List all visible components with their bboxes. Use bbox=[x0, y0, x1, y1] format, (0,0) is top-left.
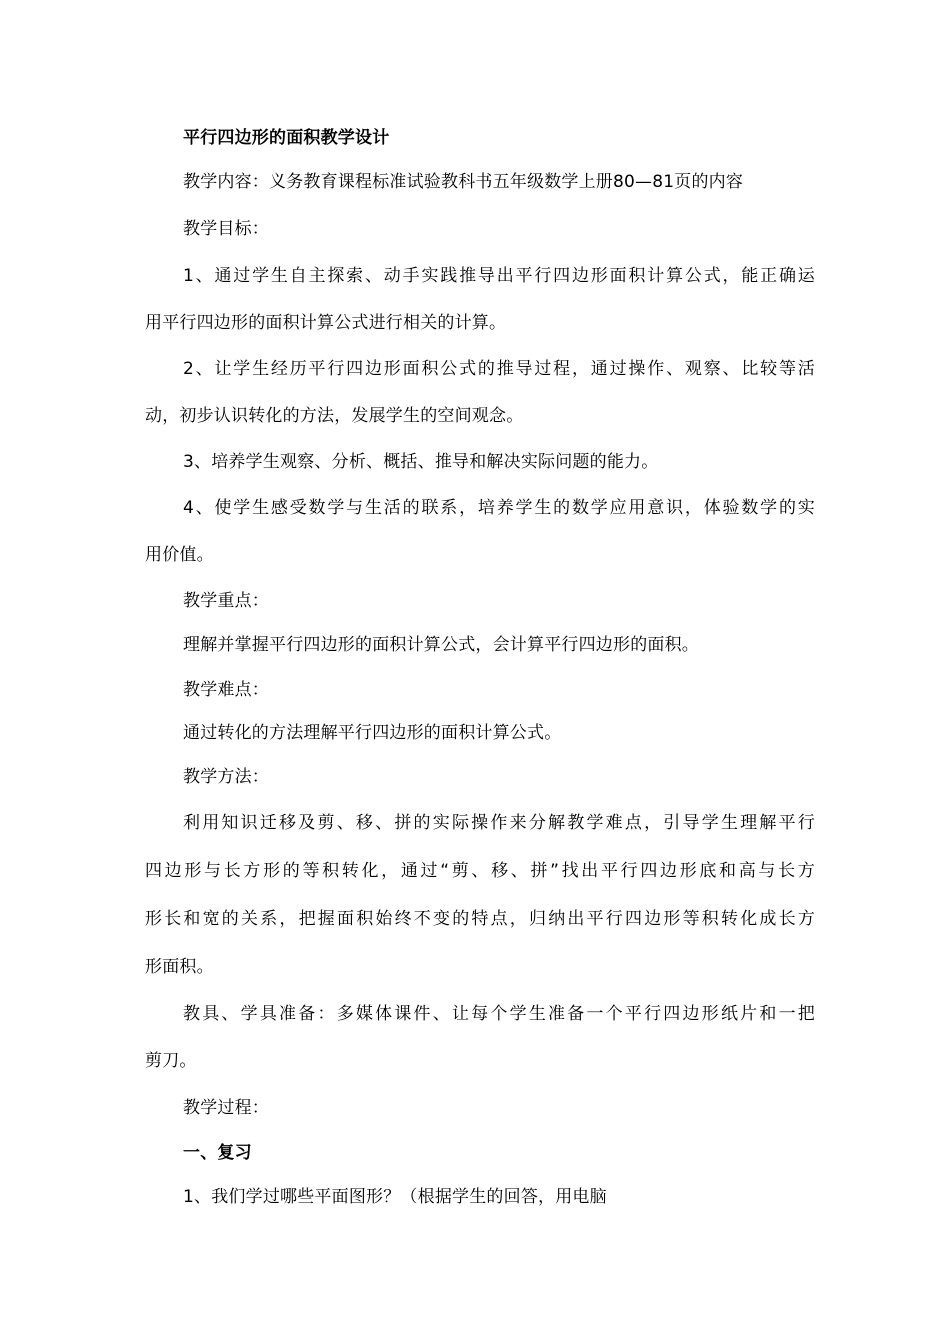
goal-4-line-1: 4、使学生感受数学与生活的联系，培养学生的数学应用意识，体验数学的实 bbox=[183, 498, 815, 518]
goal-1-line-2: 用平行四边形的面积计算公式进行相关的计算。 bbox=[145, 313, 507, 333]
goal-2-line-1: 2、让学生经历平行四边形面积公式的推导过程，通过操作、观察、比较等活 bbox=[183, 359, 815, 379]
method-line-4: 形面积。 bbox=[145, 957, 214, 977]
section-1-heading: 一、复习 bbox=[183, 1143, 252, 1163]
tools-line-2: 剪刀。 bbox=[145, 1051, 197, 1071]
process-heading: 教学过程： bbox=[183, 1098, 269, 1118]
review-question-1: 1、我们学过哪些平面图形？（根据学生的回答，用电脑 bbox=[183, 1187, 607, 1207]
teaching-content: 教学内容：义务教育课程标准试验教科书五年级数学上册80—81页的内容 bbox=[183, 172, 744, 192]
key-points-heading: 教学重点： bbox=[183, 591, 269, 611]
document-title: 平行四边形的面积教学设计 bbox=[183, 128, 390, 148]
goals-heading: 教学目标： bbox=[183, 219, 269, 239]
goal-4-line-2: 用价值。 bbox=[145, 545, 214, 565]
key-points-text: 理解并掌握平行四边形的面积计算公式，会计算平行四边形的面积。 bbox=[183, 635, 699, 655]
goal-2-line-2: 动，初步认识转化的方法，发展学生的空间观念。 bbox=[145, 406, 524, 426]
method-line-2: 四边形与长方形的等积转化，通过“剪、移、拼”找出平行四边形底和高与长方 bbox=[145, 861, 815, 881]
difficulty-heading: 教学难点： bbox=[183, 680, 269, 700]
goal-1-line-1: 1、通过学生自主探索、动手实践推导出平行四边形面积计算公式，能正确运 bbox=[183, 266, 815, 286]
difficulty-text: 通过转化的方法理解平行四边形的面积计算公式。 bbox=[183, 723, 562, 743]
method-line-3: 形长和宽的关系，把握面积始终不变的特点，归纳出平行四边形等积转化成长方 bbox=[145, 909, 815, 929]
method-heading: 教学方法： bbox=[183, 767, 269, 787]
method-line-1: 利用知识迁移及剪、移、拼的实际操作来分解教学难点，引导学生理解平行 bbox=[183, 813, 815, 833]
goal-3: 3、培养学生观察、分析、概括、推导和解决实际问题的能力。 bbox=[183, 452, 659, 472]
tools-line-1: 教具、学具准备：多媒体课件、让每个学生准备一个平行四边形纸片和一把 bbox=[183, 1004, 815, 1024]
